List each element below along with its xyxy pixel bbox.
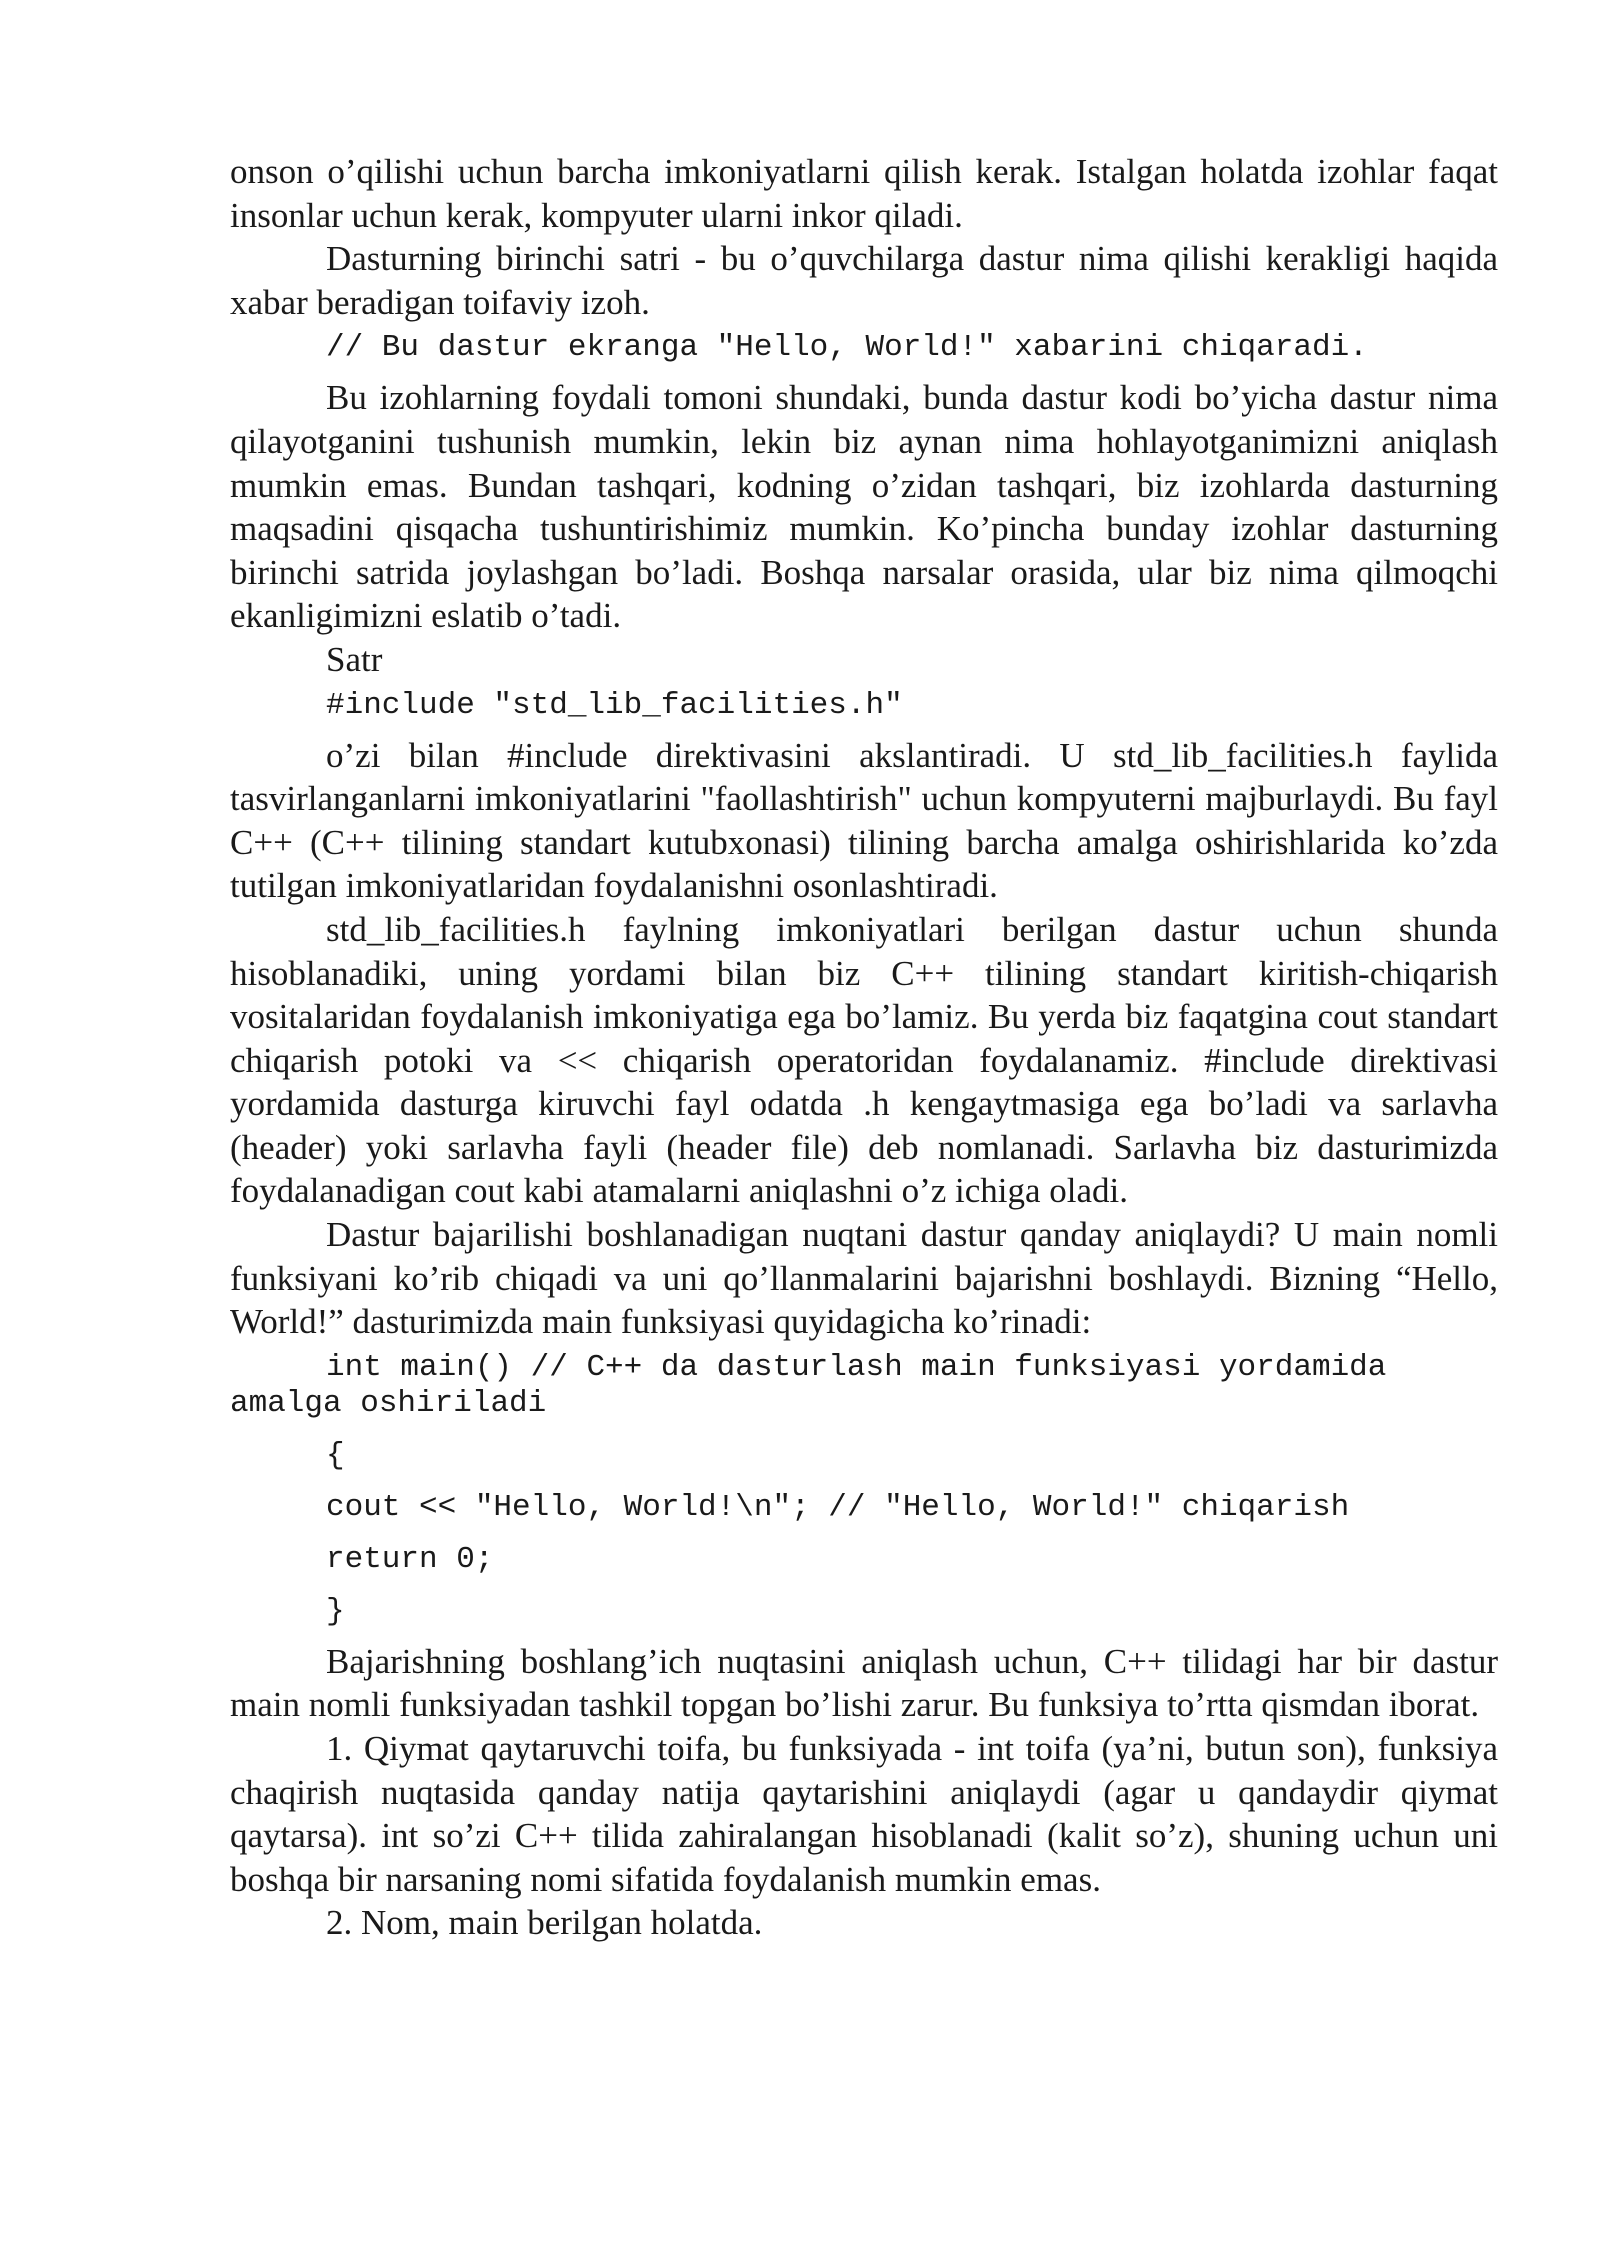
paragraph: 2. Nom, main berilgan holatda.: [326, 1903, 763, 1943]
paragraph: Dasturning birinchi satri - bu o’quvchilarga dastur nima qilishi kerakligi haqida xabar beradigan toifaviy izoh.: [230, 239, 1498, 322]
document-page: [230, 150, 1498, 1945]
code-line: #include "std_lib_facilities.h": [326, 687, 903, 723]
paragraph: Bu izohlarning foydali tomoni shundaki, bunda dastur kodi bo’yicha dastur nima qilayotganini tushunish mumkin, lekin biz aynan nima hohlayotganimizni aniqlash mumkin emas. Bundan tashqari, kodning o’zidan tashqari, biz izohlarda dasturning maqsadini qisqacha tushuntirishimiz mumkin. Ko’pincha bunday izohlar dasturning birinchi satrida joylashgan bo’ladi. Boshqa narsalar orasida, ular biz nima qilmoqchi ekanligimizni eslatib o’tadi.: [230, 378, 1498, 636]
paragraph: Bajarishning boshlang’ich nuqtasini aniqlash uchun, C++ tilidagi har bir dastur main nomli funksiyadan tashkil topgan bo’lishi zarur. Bu funksiya to’rtta qismdan iborat.: [230, 1641, 1498, 1725]
code-line: // Bu dastur ekranga "Hello, World!" xabarini chiqaradi.: [326, 330, 1368, 366]
paragraph: std_lib_facilities.h faylning imkoniyatlari berilgan dastur uchun shunda hisoblanadiki, uning yordami bilan biz C++ tilining standart kiritish-chiqarish vositalaridan foydalanish imkoniyatiga ega bo’lamiz. Bu yerda biz faqatgina cout standart chiqarish potoki va << chiqarish operatoridan foydalanamiz. #include direktivasi yordamida dasturga kiruvchi fayl odatda .h kengaytmasiga ega bo’ladi va sarlavha (header) yoki sarlavha fayli (header file) deb nomlanadi. Sarlavha biz dasturimizda foydalanadigan cout kabi atamalarni aniqlashni o’z ichiga oladi.: [230, 909, 1498, 1211]
code-line: return 0;: [326, 1541, 494, 1577]
code-line: int main() // C++ da dasturlash main funksiyasi yordamida amalga oshiriladi: [230, 1349, 1387, 1421]
code-line: }: [326, 1593, 345, 1629]
paragraph: 1. Qiymat qaytaruvchi toifa, bu funksiyada - int toifa (ya’ni, butun son), funksiya chaqirish nuqtasida qanday natija qaytarishini aniqlaydi (agar u qandaydir qiymat qaytarsa). int so’zi C++ tilida zahiralangan hisoblanadi (kalit so’z), shuning uchun uni boshqa bir narsaning nomi sifatida foydalanish mumkin emas.: [230, 1729, 1498, 1899]
paragraph: Dastur bajarilishi boshlanadigan nuqtani dastur qanday aniqlaydi? U main nomli funksiyani ko’rib chiqadi va uni qo’llanmalarini bajarishni boshlaydi. Bizning “Hello, World!” dasturimizda main funksiyasi quyidagicha ko’rinadi:: [230, 1215, 1498, 1342]
code-line: cout << "Hello, World!\n"; // "Hello, World!" chiqarish: [326, 1489, 1350, 1525]
paragraph: onson o’qilishi uchun barcha imkoniyatlarni qilish kerak. Istalgan holatda izohlar faqat insonlar uchun kerak, kompyuter ularni inkor qiladi.: [230, 152, 1498, 235]
paragraph: Satr: [326, 639, 383, 679]
paragraph: o’zi bilan #include direktivasini akslantiradi. U std_lib_facilities.h faylida tasvirlanganlarni imkoniyatlarini "faollashtirish" uchun kompyuterni majburlaydi. Bu fayl C++ (C++ tilining standart kutubxonasi) tilining barcha amalga oshirishlarida ko’zda tutilgan imkoniyatlaridan foydalanishni osonlashtiradi.: [230, 735, 1498, 906]
code-line: {: [326, 1437, 345, 1473]
